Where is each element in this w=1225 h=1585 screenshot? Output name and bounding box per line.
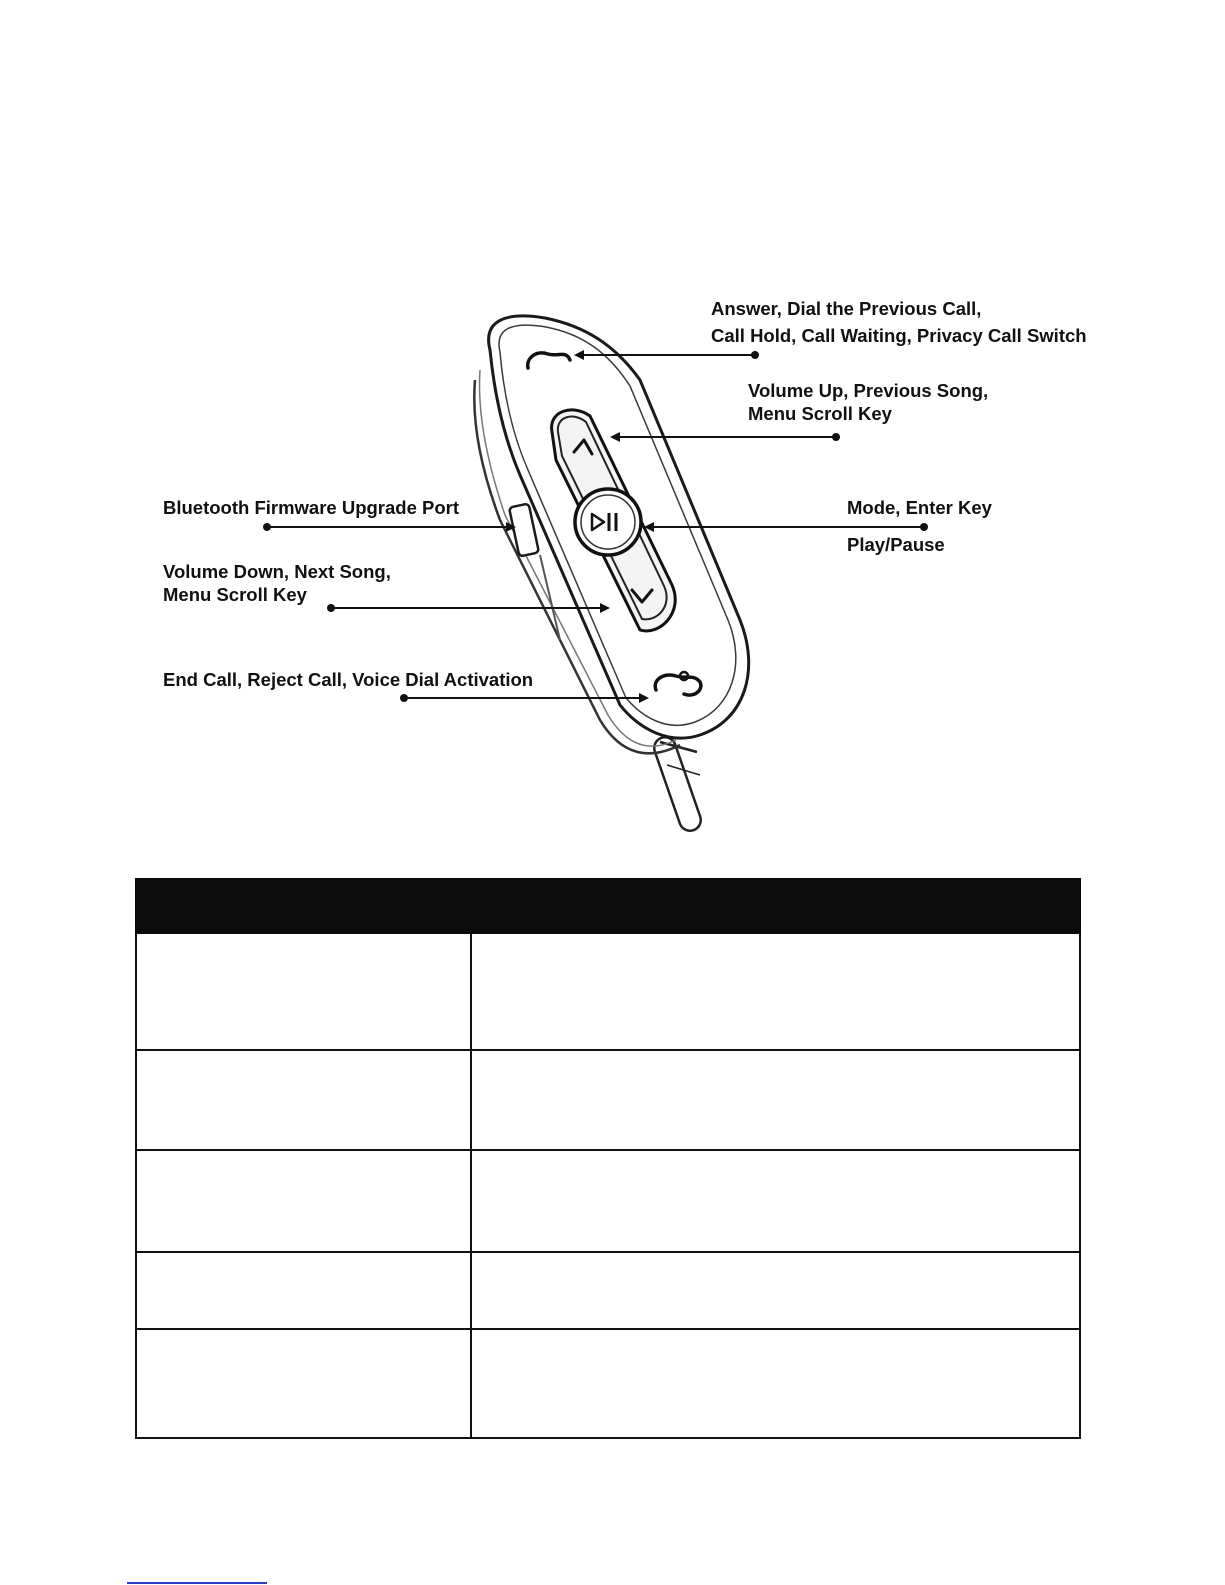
label-volume-down-line2: Menu Scroll Key [163, 584, 307, 605]
table-cell [471, 933, 1080, 1050]
label-answer-line1: Answer, Dial the Previous Call, [711, 298, 982, 319]
label-volume-up-line1: Volume Up, Previous Song, [748, 380, 989, 401]
table-row [136, 1050, 1080, 1150]
table-row [136, 1329, 1080, 1438]
table-cell [471, 1252, 1080, 1329]
table-header-cell [471, 879, 1080, 933]
table-cell [471, 1329, 1080, 1438]
label-volume-up-line2: Menu Scroll Key [748, 403, 892, 424]
table-cell [136, 933, 471, 1050]
label-mode-enter: Mode, Enter Key [847, 497, 992, 518]
callout-end-call [400, 694, 647, 702]
label-play-pause: Play/Pause [847, 534, 945, 555]
table-cell [471, 1050, 1080, 1150]
key-function-table [135, 878, 1081, 1439]
table-cell [136, 1329, 471, 1438]
table-cell [136, 1150, 471, 1252]
label-volume-down-line1: Volume Down, Next Song, [163, 561, 391, 582]
table-row [136, 933, 1080, 1050]
table-row [136, 1150, 1080, 1252]
table-header-cell [136, 879, 471, 933]
table-header-row [136, 879, 1080, 933]
table-row [136, 1252, 1080, 1329]
callout-firmware-port [263, 523, 514, 531]
label-end-call: End Call, Reject Call, Voice Dial Activation [163, 669, 534, 690]
table-cell [136, 1252, 471, 1329]
cable [660, 742, 700, 820]
label-answer-line2: Call Hold, Call Waiting, Privacy Call Switch [711, 325, 1087, 346]
table-cell [471, 1150, 1080, 1252]
footer-link-underline[interactable] [127, 1582, 267, 1584]
callout-volume-down [327, 604, 608, 612]
table-cell [136, 1050, 471, 1150]
label-firmware-port: Bluetooth Firmware Upgrade Port [163, 497, 460, 518]
play-pause-button[interactable] [575, 489, 641, 555]
